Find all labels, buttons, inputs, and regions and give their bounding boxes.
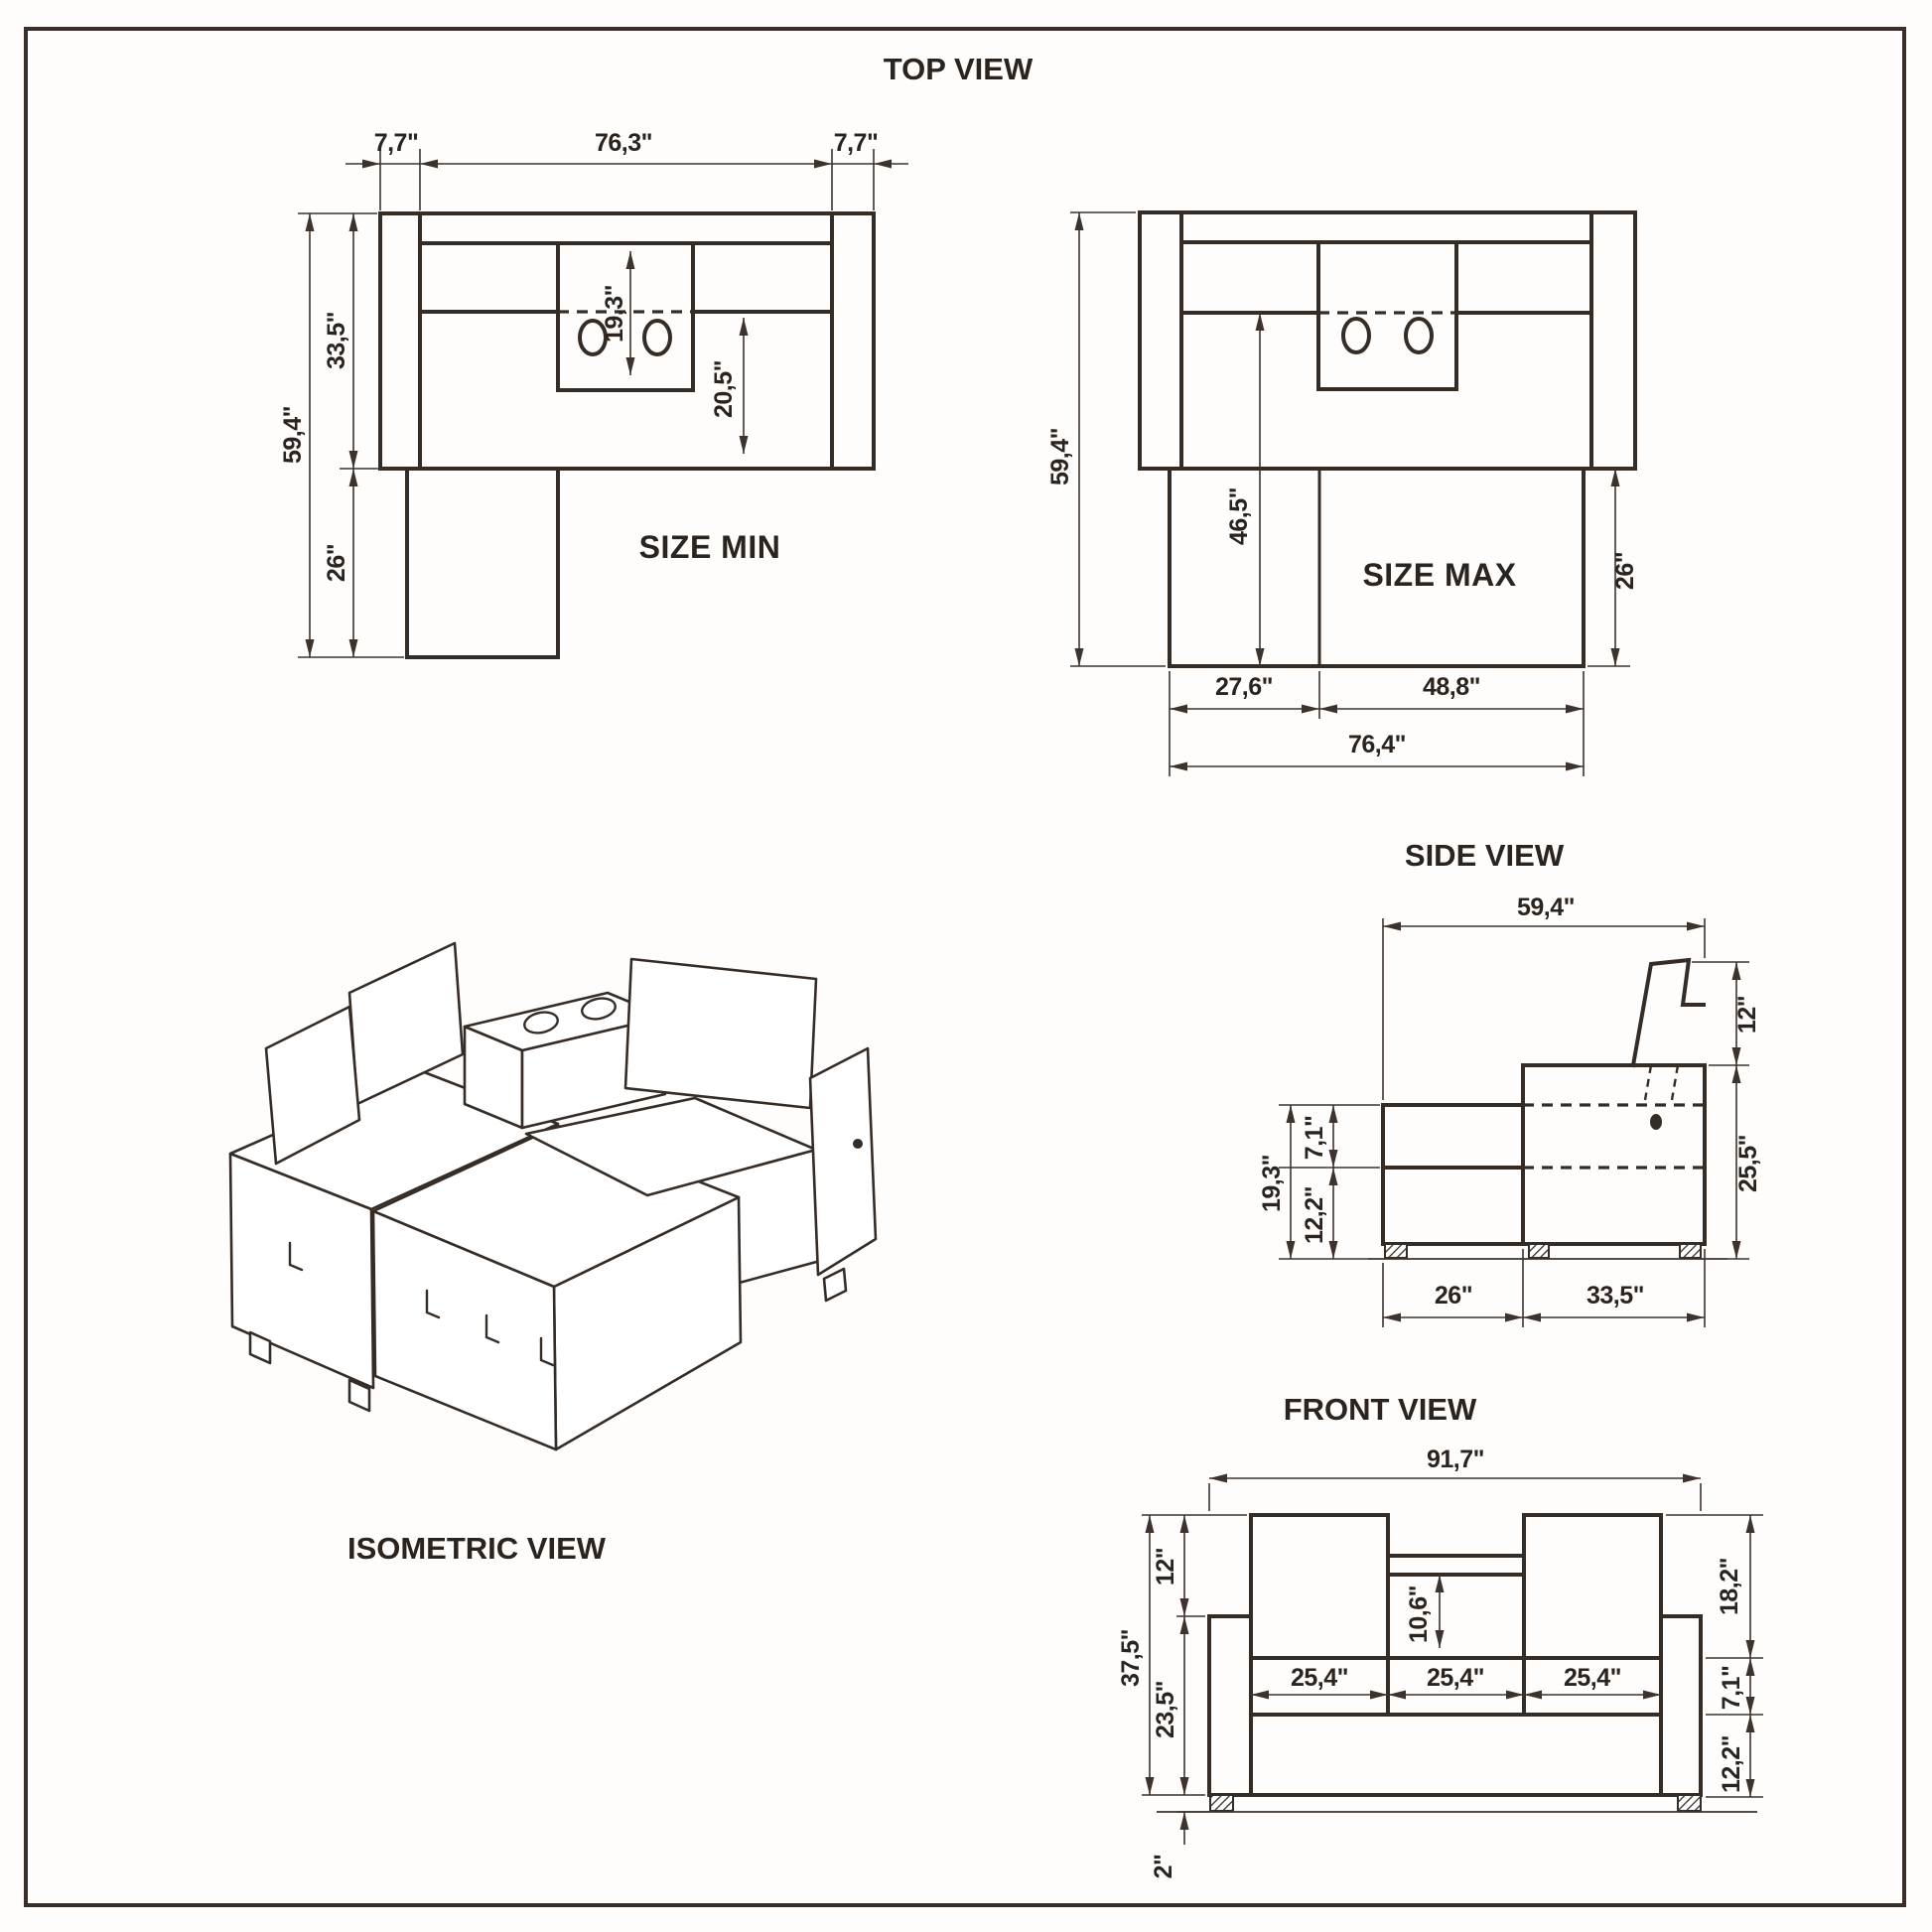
dim-min-total-depth: 59,4": [279, 405, 307, 465]
dim-min-seat-depth: 20,5": [710, 359, 738, 419]
dim-front-base-height: 12,2": [1718, 1734, 1745, 1794]
dim-front-leg-height: 2": [1150, 1854, 1177, 1879]
front-view: [1117, 1446, 1763, 1878]
dim-front-console-gap: 10,6": [1405, 1585, 1433, 1644]
dim-max-chaise-width: 27,6": [1214, 673, 1274, 701]
top-view-size-max: [1046, 212, 1639, 776]
cup-holder-icon: [1343, 319, 1369, 352]
leg: [1385, 1244, 1407, 1258]
dim-front-seat1: 25,4": [1290, 1664, 1349, 1692]
dim-side-chaise-depth: 26": [1434, 1282, 1473, 1310]
front-view-title: FRONT VIEW: [1283, 1392, 1477, 1427]
power-button-icon: [1650, 1114, 1662, 1130]
cup-holder-icon: [644, 321, 670, 354]
dim-front-seat2: 25,4": [1426, 1664, 1485, 1692]
dim-max-bed-width: 48,8": [1422, 673, 1481, 701]
sofa-outline: [1140, 212, 1635, 469]
top-view-title: TOP VIEW: [883, 52, 1034, 86]
dim-min-arm-right: 7,7": [833, 129, 879, 157]
dim-front-total-width: 91,7": [1426, 1446, 1485, 1473]
dim-side-cushion-height: 7,1": [1301, 1115, 1328, 1161]
isometric-view-title: ISOMETRIC VIEW: [346, 1531, 607, 1566]
dim-front-arm-height: 23,5": [1152, 1680, 1179, 1739]
size-max-label: SIZE MAX: [1362, 557, 1517, 593]
dim-front-seat3: 25,4": [1563, 1664, 1622, 1692]
dim-max-bed-ext: 26": [1611, 551, 1639, 591]
dim-min-sofa-depth: 33,5": [323, 311, 350, 370]
dim-side-total-depth: 59,4": [1516, 894, 1576, 921]
dim-min-arm-left: 7,7": [373, 129, 419, 157]
leg: [1210, 1795, 1233, 1811]
armrest-right: [810, 1048, 876, 1275]
dim-side-base-height: 12,2": [1301, 1185, 1328, 1245]
leg: [1680, 1244, 1701, 1258]
dim-side-back-total: 25,5": [1734, 1134, 1762, 1193]
top-view-size-min: [279, 129, 908, 657]
leg: [824, 1269, 846, 1301]
dim-max-total-depth: 59,4": [1046, 427, 1074, 486]
leg: [1529, 1244, 1549, 1258]
cup-holder-icon: [1406, 319, 1432, 352]
side-view: [1258, 894, 1762, 1327]
backrest-right: [625, 959, 816, 1108]
dim-front-back-to-seat: 18,2": [1716, 1557, 1743, 1616]
dim-front-backrest-height: 12": [1152, 1547, 1179, 1587]
dim-side-seat-depth: 33,5": [1586, 1282, 1645, 1310]
dim-side-backrest-height: 12": [1733, 995, 1761, 1035]
leg: [1678, 1795, 1701, 1811]
side-view-title: SIDE VIEW: [1404, 838, 1565, 873]
dim-max-bed-depth: 46,5": [1225, 486, 1253, 546]
dim-front-cushion-height: 7,1": [1718, 1665, 1745, 1711]
dim-min-chaise-ext: 26": [323, 543, 350, 583]
size-min-label: SIZE MIN: [638, 529, 781, 565]
dim-max-bed-total-width: 76,4": [1347, 731, 1407, 759]
dim-front-total-height: 37,5": [1117, 1628, 1145, 1688]
dim-side-arm-front-height: 19,3": [1258, 1154, 1286, 1213]
dim-min-inner-width: 76,3": [594, 129, 653, 157]
backrest-outline: [1633, 960, 1704, 1065]
dim-min-console-depth: 19,3": [601, 284, 628, 344]
isometric-view: [230, 943, 876, 1449]
page-border: [26, 29, 1904, 1905]
power-button-icon: [853, 1139, 863, 1149]
